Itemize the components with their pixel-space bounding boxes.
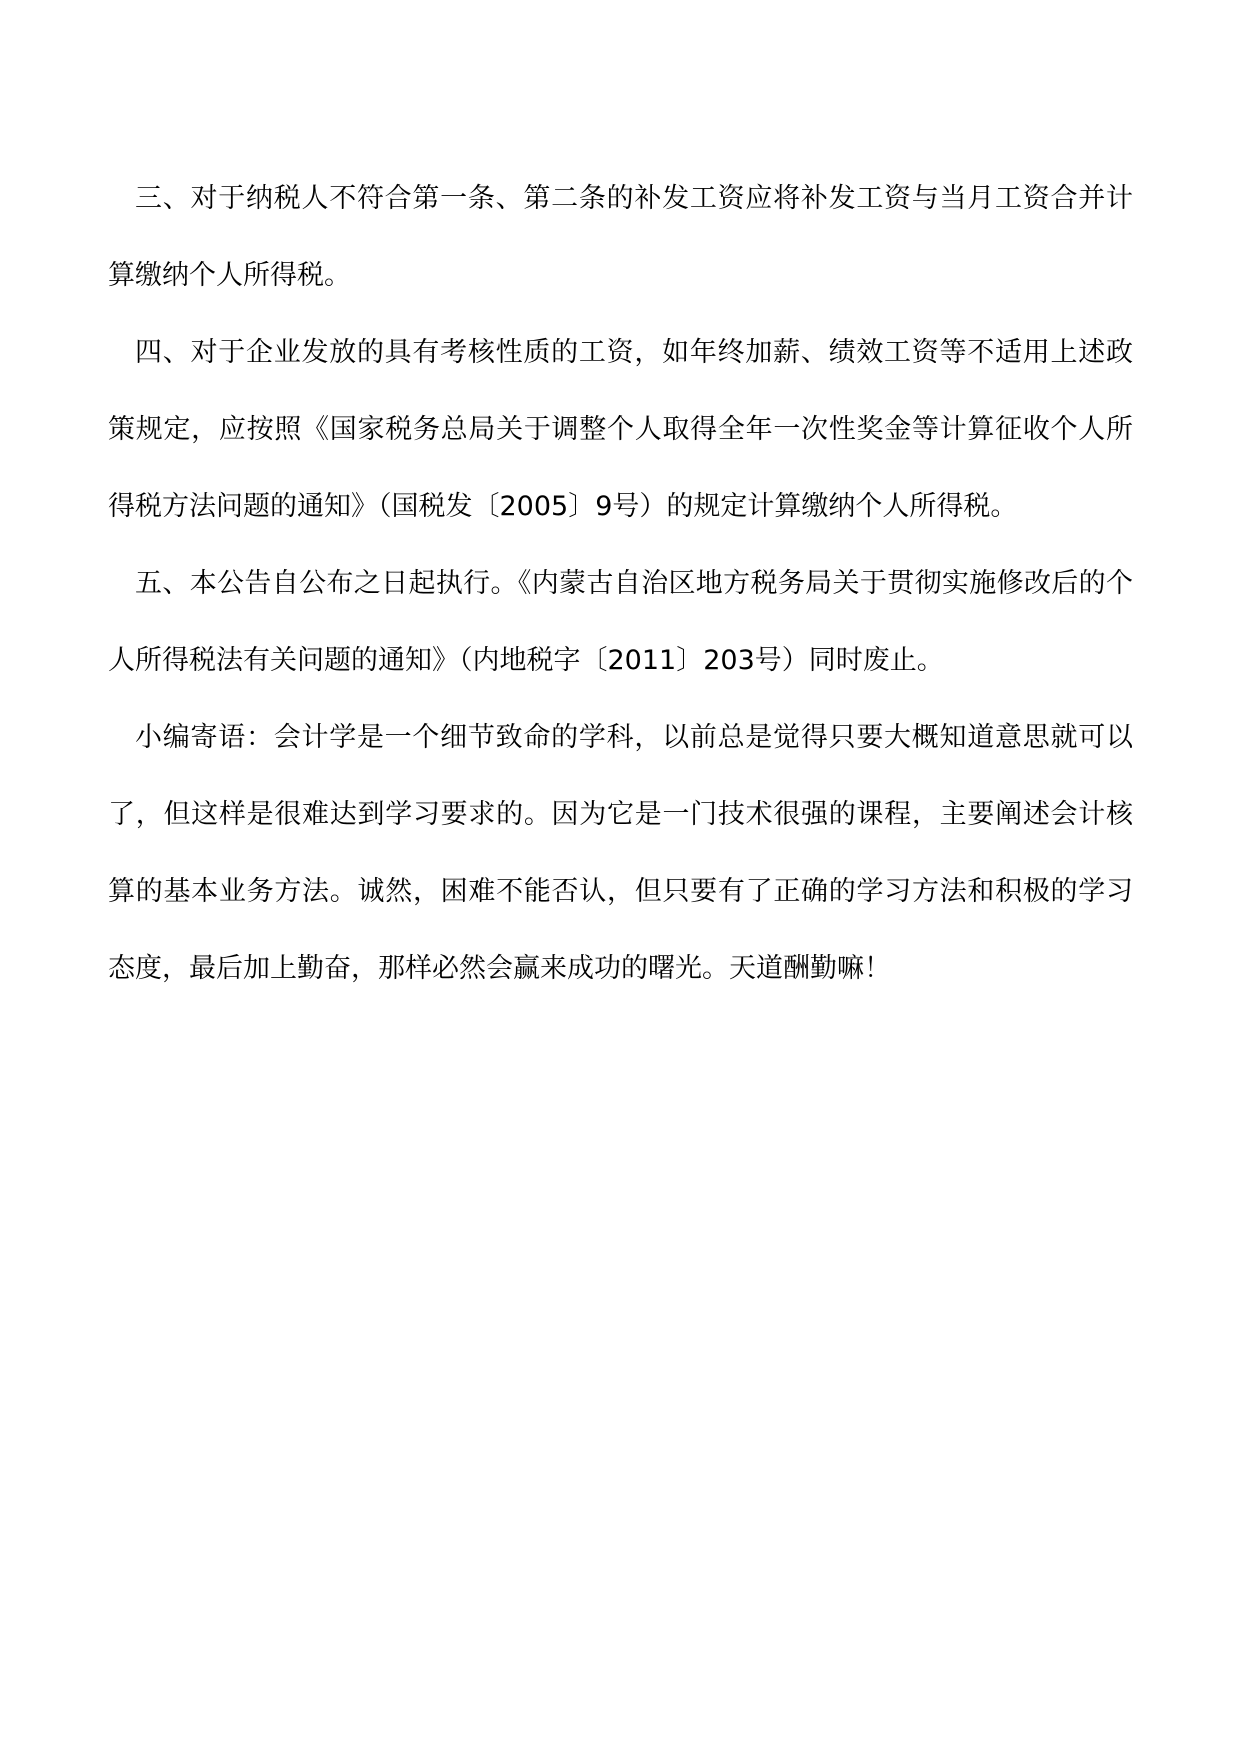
paragraph-article-5: 五、本公告自公布之日起执行。《内蒙古自治区地方税务局关于贯彻实施修改后的个人所得税法有关问题的通知》（内地税字〔2011〕203号）同时废止。 — [108, 568, 1133, 676]
paragraph-article-3: 三、对于纳税人不符合第一条、第二条的补发工资应将补发工资与当月工资合并计算缴纳个人所得税。 — [108, 183, 1133, 291]
document-body — [108, 160, 1133, 1007]
paragraph-article-4: 四、对于企业发放的具有考核性质的工资，如年终加薪、绩效工资等不适用上述政策规定，应按照《国家税务总局关于调整个人取得全年一次性奖金等计算征收个人所得税方法问题的通知》（国税发〔2005〕9号）的规定计算缴纳个人所得税。 — [108, 337, 1133, 522]
paragraph-editor-note: 小编寄语：会计学是一个细节致命的学科，以前总是觉得只要大概知道意思就可以了，但这样是很难达到学习要求的。因为它是一门技术很强的课程，主要阐述会计核算的基本业务方法。诚然，困难不能否认，但只要有了正确的学习方法和积极的学习态度，最后加上勤奋，那样必然会赢来成功的曙光。天道酬勤嘛！ — [108, 722, 1133, 984]
